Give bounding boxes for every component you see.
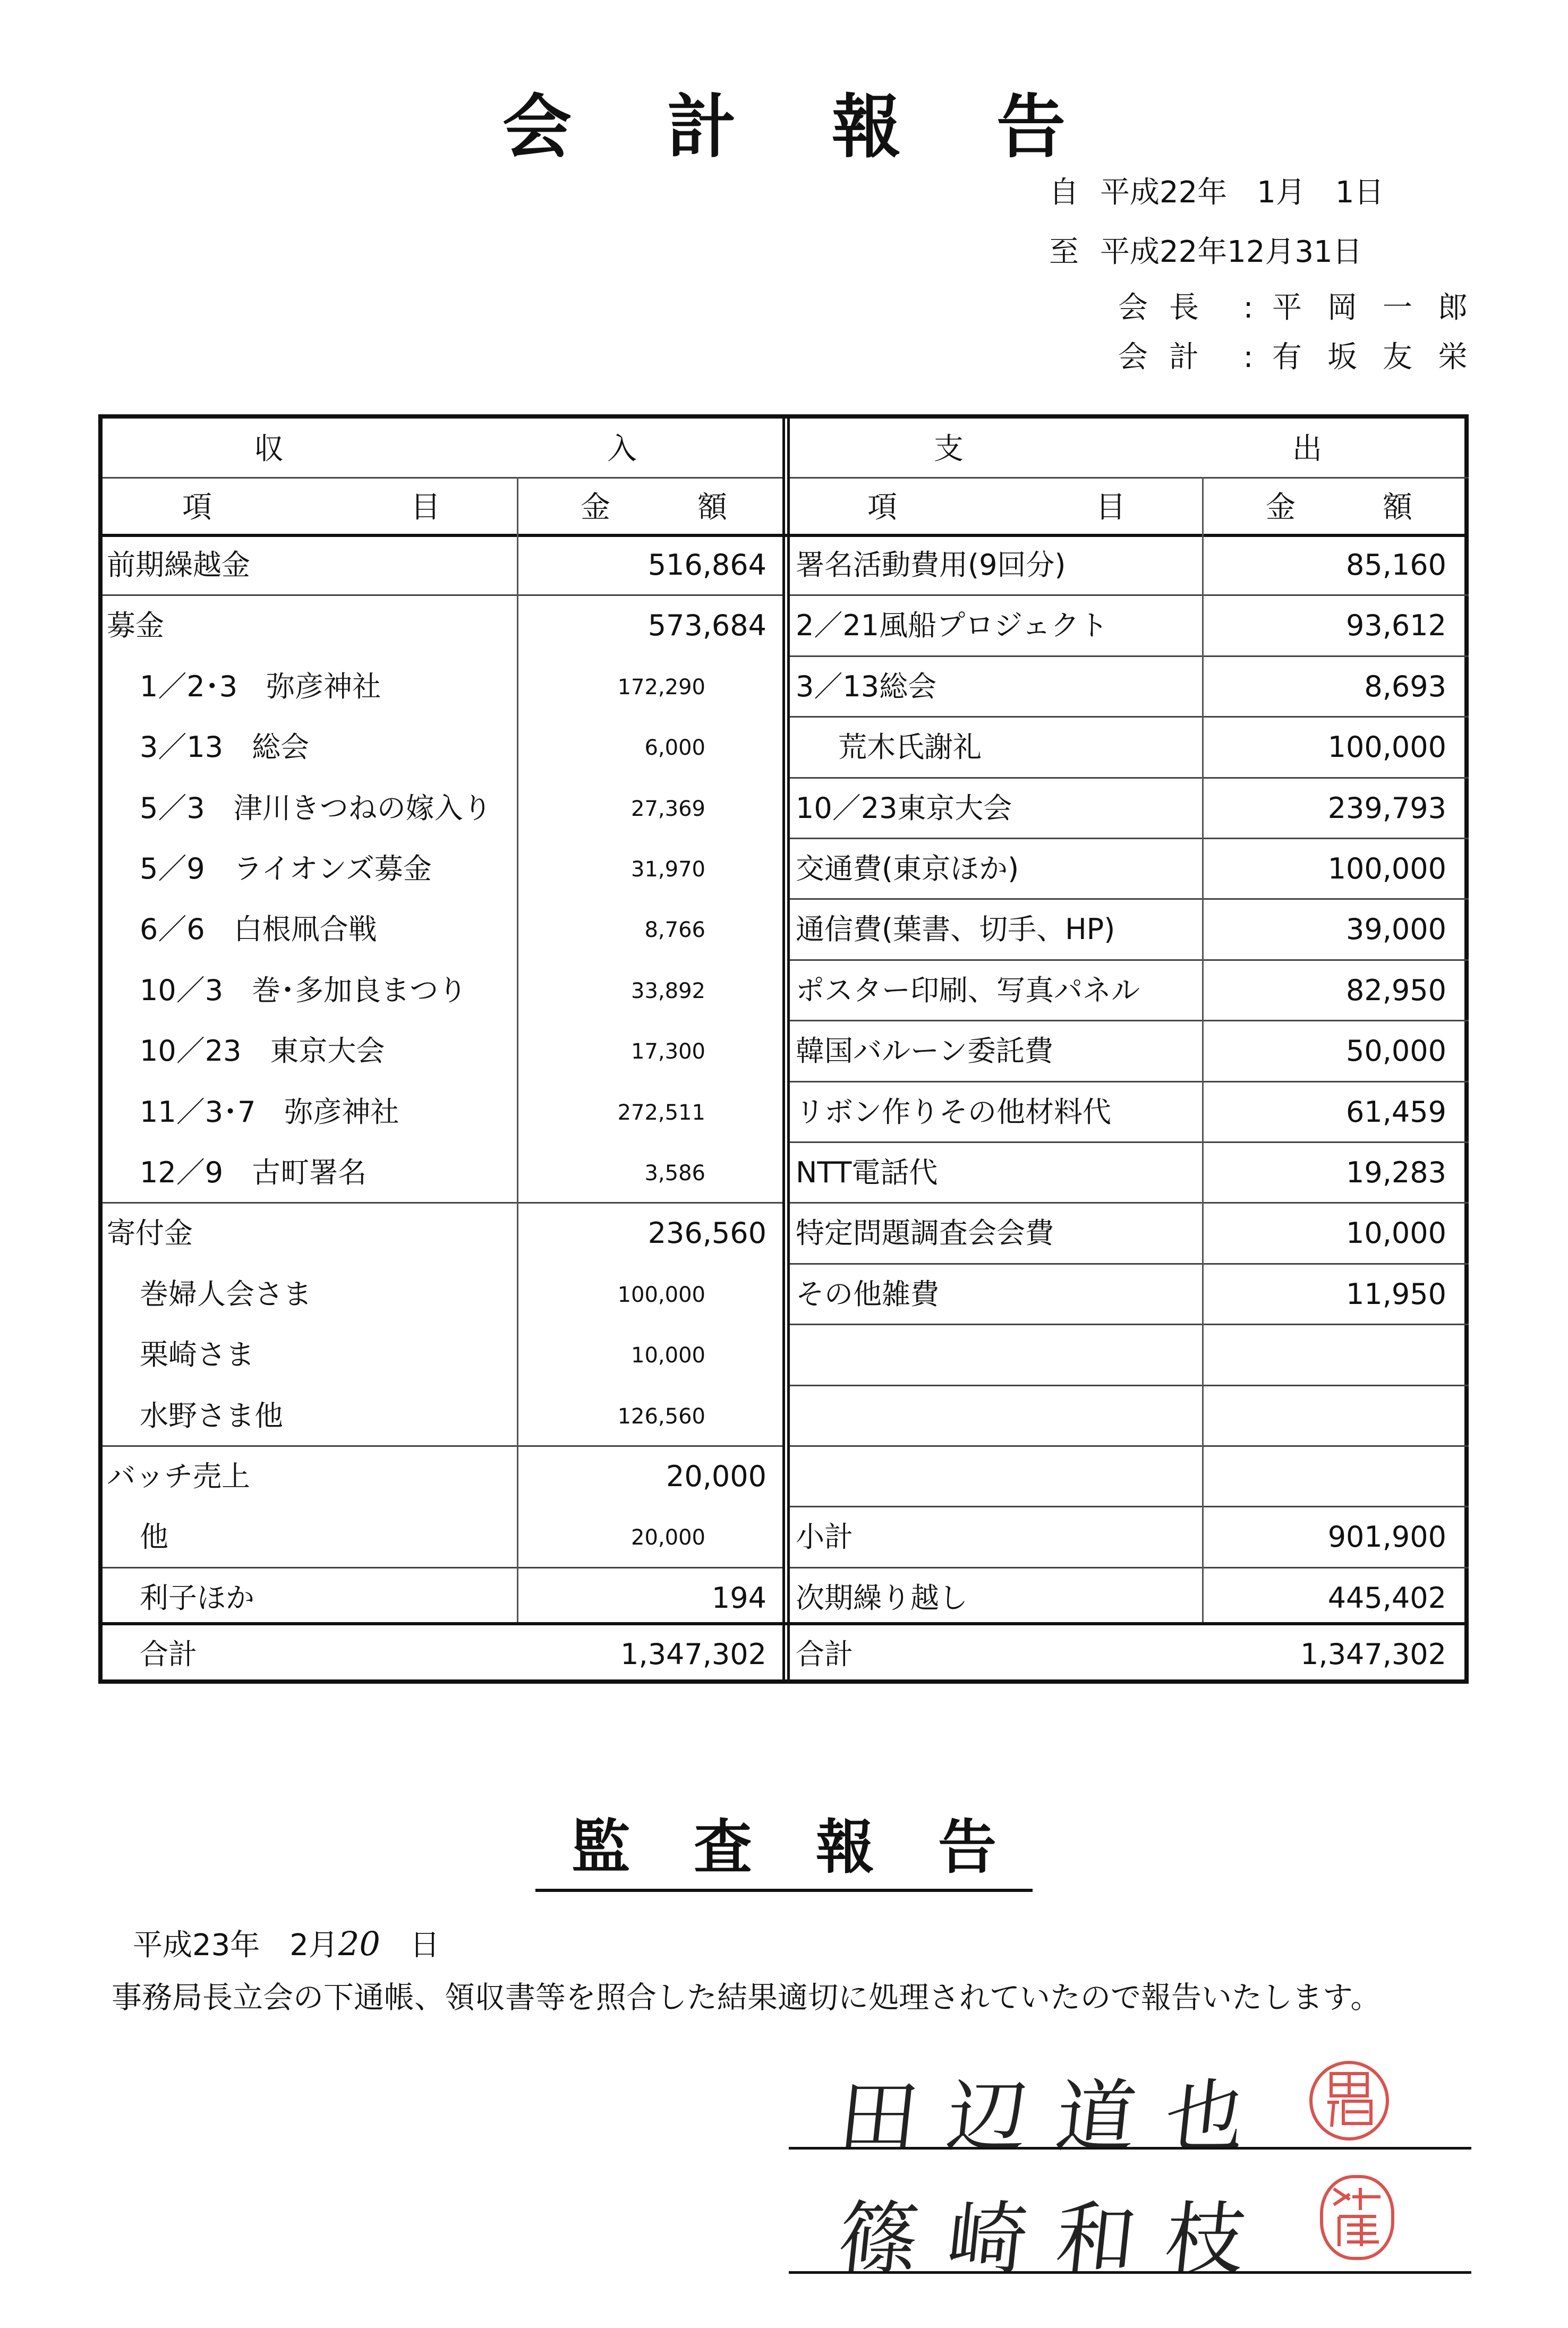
seal-stamp-2 <box>1320 2175 1394 2260</box>
expense-item-amount: 61,459 <box>1346 1095 1446 1129</box>
income-item-amount: 31,970 <box>631 857 705 882</box>
expense-header: 支 <box>934 432 964 466</box>
audit-statement: 事務局長立会の下通帳、領収書等を照合した結果適切に処理されていたので報告いたします。 <box>112 1980 1381 2015</box>
expense-item-amount: 93,612 <box>1346 609 1446 643</box>
income-item-amount: 33,892 <box>631 978 705 1003</box>
income-category-label: 寄付金 <box>107 1216 193 1250</box>
expense-total-label: 合計 <box>796 1638 853 1671</box>
expense-item-amount: 10,000 <box>1346 1216 1446 1250</box>
audit-date <box>133 1922 440 1964</box>
officer-role: 会長 <box>1118 291 1220 325</box>
income-item-amount: 126,560 <box>617 1404 705 1429</box>
grid-line <box>1202 477 1204 534</box>
income-item-label: 栗崎さま <box>140 1338 254 1372</box>
expense-item-amount: 39,000 <box>1346 913 1446 946</box>
grid-line <box>790 898 1469 900</box>
expense-item-label: 2／21風船プロジェクト <box>796 609 1108 643</box>
expense-item-label: その他雑費 <box>796 1277 939 1311</box>
income-item-amount: 6,000 <box>644 736 705 761</box>
grid-line <box>790 1263 1469 1265</box>
col-amount-header: 金 <box>1266 490 1296 525</box>
grid-line <box>790 716 1469 718</box>
period-from-date: 平成22年 1月 1日 <box>1100 175 1384 210</box>
income-item-amount: 100,000 <box>617 1282 705 1307</box>
grid-line <box>790 1141 1469 1143</box>
col-item-header: 目 <box>1096 490 1126 525</box>
grid-line <box>790 777 1469 779</box>
expense-item-label: 荒木氏謝礼 <box>838 730 982 764</box>
grid-line <box>790 1506 1469 1507</box>
income-item-label: 5／9 ライオンズ募金 <box>140 852 432 885</box>
audit-title-char: 査 <box>694 1813 752 1881</box>
grid-line <box>790 1081 1469 1082</box>
grid-line <box>517 477 518 534</box>
grid-line <box>790 1020 1469 1021</box>
expense-item-label: リボン作りその他材料代 <box>796 1095 1111 1129</box>
income-item-label: 12／9 古町署名 <box>140 1156 367 1189</box>
grid-line <box>790 594 1469 596</box>
income-category-label: 募金 <box>107 609 164 643</box>
income-item-amount: 27,369 <box>631 796 705 821</box>
income-item-amount: 17,300 <box>631 1039 705 1064</box>
audit-title-char: 報 <box>816 1813 874 1881</box>
col-amount-header: 金 <box>581 490 610 525</box>
officer-colon: : <box>1243 291 1254 325</box>
income-item-label: 11／3･7 弥彦神社 <box>140 1095 399 1129</box>
expense-item-label: 3／13総会 <box>796 669 937 703</box>
income-category-total: 20,000 <box>666 1460 766 1493</box>
total-row-line <box>103 1622 1469 1625</box>
audit-title <box>0 1801 1568 1892</box>
income-item-amount: 272,511 <box>617 1100 705 1125</box>
income-item-label: 1／2･3 弥彦神社 <box>140 669 381 703</box>
income-item-label: 他 <box>140 1520 168 1554</box>
center-divider <box>782 419 790 1679</box>
col-amount-header: 額 <box>1383 490 1412 525</box>
grid-line <box>790 959 1469 961</box>
audit-date-day: 20 <box>338 1924 380 1963</box>
income-item-amount: 10,000 <box>631 1343 705 1368</box>
income-total-value: 1,347,302 <box>620 1638 766 1671</box>
period-to-date: 平成22年12月31日 <box>1100 235 1362 269</box>
expense-item-amount: 8,693 <box>1364 669 1446 703</box>
grid-line <box>790 1385 1469 1386</box>
income-category-total: 573,684 <box>647 609 766 643</box>
audit-date-suffix: 日 <box>410 1928 440 1963</box>
grid-line <box>790 838 1469 839</box>
col-amount-header: 額 <box>697 490 727 525</box>
income-category-label: 前期繰越金 <box>107 548 250 582</box>
title-char: 会 <box>502 87 572 167</box>
seal-stamp-1 <box>1309 2061 1389 2141</box>
grid-line <box>790 1567 1469 1568</box>
expense-item-label: 次期繰り越し <box>796 1581 968 1615</box>
income-item-amount: 3,586 <box>644 1161 705 1186</box>
income-item-amount: 8,766 <box>644 918 705 943</box>
expense-item-label: NTT電話代 <box>796 1156 938 1189</box>
grid-line <box>1202 534 1204 1622</box>
grid-line <box>103 1567 782 1568</box>
income-item-amount: 172,290 <box>617 675 705 700</box>
expense-item-amount: 82,950 <box>1346 973 1446 1007</box>
accounting-table <box>98 414 1469 1684</box>
grid-line <box>517 534 518 1622</box>
expense-item-label: 特定問題調査会会費 <box>796 1216 1054 1250</box>
page-title <box>0 72 1568 171</box>
period-from-label: 自 <box>1049 175 1079 210</box>
expense-item-label: 韓国バルーン委託費 <box>796 1034 1053 1068</box>
signature-1: 田辺道也 <box>833 2071 1279 2164</box>
audit-title-char: 監 <box>572 1813 630 1881</box>
grid-line <box>103 477 782 479</box>
audit-date-prefix: 平成23年 2月 <box>133 1928 338 1963</box>
title-char: 報 <box>832 87 901 167</box>
expense-item-label: 通信費(葉書、切手、HP) <box>796 913 1115 946</box>
expense-item-amount: 50,000 <box>1346 1034 1446 1068</box>
expense-header: 出 <box>1292 432 1322 466</box>
income-category-label: バッチ売上 <box>107 1460 250 1493</box>
col-item-header: 目 <box>411 490 440 525</box>
col-item-header: 項 <box>182 490 212 525</box>
income-item-label: 巻婦人会さま <box>140 1277 312 1311</box>
expense-item-label: ポスター印刷、写真パネル <box>796 973 1140 1007</box>
expense-item-label: 署名活動費用(9回分) <box>796 548 1066 582</box>
expense-item-label: 10／23東京大会 <box>796 791 1012 825</box>
income-item-label: 3／13 総会 <box>140 730 310 764</box>
income-item-label: 水野さま他 <box>140 1398 283 1432</box>
expense-item-amount: 100,000 <box>1327 730 1446 764</box>
signature-line <box>789 2147 1471 2150</box>
income-item-label: 6／6 白根凧合戦 <box>140 913 377 946</box>
expense-item-amount: 445,402 <box>1327 1581 1446 1615</box>
grid-line <box>790 1324 1469 1325</box>
signature-2: 篠崎和枝 <box>833 2194 1279 2286</box>
income-item-label: 5／3 津川きつねの嫁入り <box>140 791 492 825</box>
grid-line <box>790 1202 1469 1204</box>
income-category-total: 516,864 <box>647 548 766 582</box>
title-char: 告 <box>996 87 1066 167</box>
period-to-label: 至 <box>1049 235 1079 269</box>
grid-line <box>103 594 782 596</box>
audit-title-char: 告 <box>938 1813 996 1881</box>
grid-line <box>790 655 1469 657</box>
expense-item-amount: 100,000 <box>1327 852 1446 885</box>
grid-line <box>790 1445 1469 1447</box>
officer-treasurer <box>1118 334 1493 376</box>
officer-name: 有坂友栄 <box>1272 340 1493 374</box>
grid-line <box>103 1202 782 1204</box>
grid-line <box>103 1445 782 1447</box>
expense-item-amount: 19,283 <box>1346 1156 1446 1189</box>
expense-item-label: 小計 <box>796 1520 853 1554</box>
income-item-label: 10／23 東京大会 <box>140 1034 385 1068</box>
header-bottom-line <box>103 534 1469 537</box>
officer-colon: : <box>1243 340 1254 374</box>
expense-item-amount: 239,793 <box>1327 791 1446 825</box>
officer-role: 会計 <box>1118 340 1220 374</box>
expense-item-label: 交通費(東京ほか) <box>796 852 1019 885</box>
period-to <box>1049 228 1362 271</box>
title-char: 計 <box>667 87 736 167</box>
expense-item-amount: 11,950 <box>1346 1277 1446 1311</box>
income-category-label: 利子ほか <box>140 1581 254 1615</box>
income-category-total: 194 <box>711 1581 766 1615</box>
grid-line <box>790 477 1469 479</box>
income-total-label: 合計 <box>140 1638 197 1671</box>
income-category-total: 236,560 <box>647 1216 766 1250</box>
period-from <box>1049 169 1384 211</box>
col-item-header: 項 <box>867 490 897 525</box>
officer-name: 平岡一郎 <box>1272 291 1493 325</box>
income-header: 入 <box>607 432 637 466</box>
income-item-amount: 20,000 <box>631 1525 705 1550</box>
income-item-label: 10／3 巻･多加良まつり <box>140 973 467 1007</box>
officer-president <box>1118 284 1493 327</box>
expense-total-value: 1,347,302 <box>1300 1638 1446 1671</box>
expense-item-amount: 85,160 <box>1346 548 1446 582</box>
income-header: 収 <box>254 432 284 466</box>
signature-line <box>789 2271 1471 2274</box>
expense-item-amount: 901,900 <box>1327 1520 1446 1554</box>
